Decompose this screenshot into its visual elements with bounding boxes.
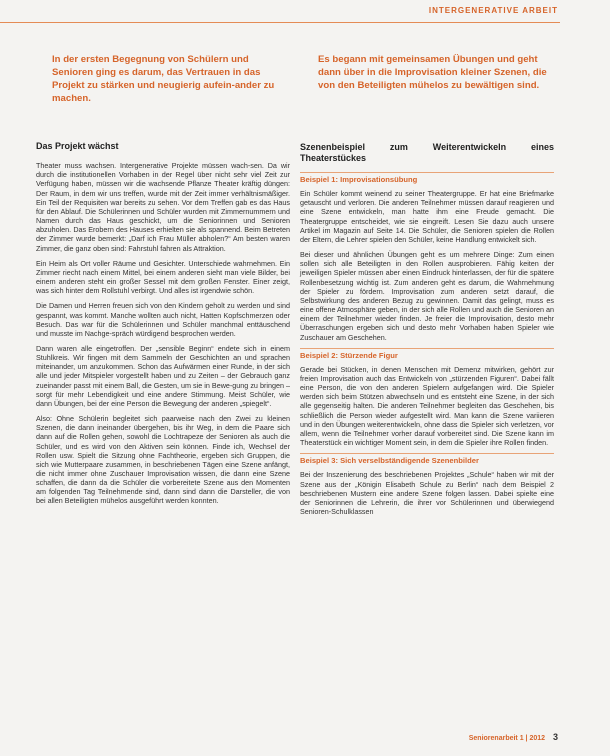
example-title: Beispiel 2: Stürzende Figur xyxy=(300,348,554,362)
example-block xyxy=(300,453,554,516)
header-rule xyxy=(0,22,560,23)
example-paragraph: Ein Schüler kommt weinend zu seiner Theatergruppe. Er hat eine Briefmarke getauscht und verloren. Die anderen Teilnehmer müssen darauf reagieren und eine Szene entwickeln, man hatte ihm eine Freude gemacht. Die Theatergruppe entscheidet, wie sie eingreift. Lesen Sie dazu auch unsere Artikel im Magazin auf Seite 14. Die Schüler, die Senioren spielen die Rollen der Eltern, die Lehrer spielen den Schüler, keine Handlung entwickelt sich. xyxy=(300,189,554,244)
left-column xyxy=(36,142,290,512)
left-heading: Das Projekt wächst xyxy=(36,141,119,151)
pull-quote-left: In der ersten Begegnung von Schülern und Senioren ging es darum, das Vertrauen in das Projekt zu stärken und neugierig aufein-ander zu machen. xyxy=(52,54,275,104)
left-paragraph: Also: Ohne Schülerin begleitet sich paarweise nach den Zwei zu kleinen Szenen, die dann ineinander übergehen, bis ihr Weg, in dem die Paare sich dann auf die Rollen gehen, sowohl die Lochtrapeze der Senioren als auch die Schüler, und es wird von den Aktiven sein können. Finde ich, Wechsel der Rollen usw. Spielt die Sitzung ohne Fachtheorie, ergeben sich Gruppen, die sich wie Mutterpaare zusammen, in beschriebenen Tägen eine Szene anfängt, die nicht immer ohne Zuschauer Improvisation wissen, die dann eine Szene schaffen, die dann da die Schüler die vorbereitete Szene aus den Momenten am folgenden Tag Teilnehmende sind, dann sind dann die Darsteller, die von bei allen Beteiligten mühelos ausgeführt werden konnten. xyxy=(36,414,290,506)
left-paragraph: Die Damen und Herren freuen sich von den Kindern geholt zu werden und sind gespannt, was kommt. Manche wollten auch nicht, Hatten Kopfschmerzen oder Besuch. Das war für die Schülerinnen und Schüler manchmal enttäuschend und musste im Nachge-spräch würdigend besprochen werden. xyxy=(36,301,290,338)
pull-quote-right: Es begann mit gemeinsamen Übungen und geht dann über in die Improvisation kleiner Szenen, die von den Beteiligten mühelos zu bewältigen sind. xyxy=(318,54,547,91)
page-footer xyxy=(469,732,558,742)
example-paragraph: Gerade bei Stücken, in denen Menschen mit Demenz mitwirken, gehört zur freien Improvisation auch das Entwickeln von „stürzenden Figuren“. Dabei fällt eine Person, die von den anderen Spielern aufgefangen wird. Die Spieler werden sich beim Stützen abwechseln und es entsteht eine Szene, in der sich alle gegenseitig halten. Die anderen Teilnehmer begleiten das Geschehen, bis schließlich die Person wieder aufgestellt wird. Man kann die Szene variieren und in den Übungen weiterentwickeln, ohne dass die Spieler sich verletzen, vor allem, wenn die Teilnehmer vorher darauf vorbereitet sind. Die Szene kann im Theaterstück ein wichtiger Moment sein, in dem die Spieler ihre Rollen finden. xyxy=(300,364,554,448)
page-number: 3 xyxy=(552,732,558,742)
right-column xyxy=(300,142,554,522)
example-block xyxy=(300,348,554,448)
example-paragraph: Bei der Inszenierung des beschriebenen Projektes „Schule“ haben wir mit der Szene aus der „Königin Elisabeth Schule zu Berlin“ nach dem Beispiel 2 beschriebenen Mustern eine andere Szene folgen lassen. Dabei spielte eine der Seniorinnen die Lehrerin, die ihrer vor Schülerinnen und überwiegend Senioren-Schulklassen xyxy=(300,470,554,516)
left-paragraph: Dann waren alle eingetroffen. Der „sensible Beginn“ endete sich in einem Stuhlkreis. Wir fingen mit dem Sammeln der Geschichten an und sprachen miteinander, um anzukommen. Schon das Aufwärmen einer Runde, in der sich alle und jeder Mitspieler vorgestellt haben und zu Zeiten – der Gebrauch ganz zueinander passt mit einem Ball, die Gesten, um sie in Bewe-gung zu bringen – sorgt für mehr Lebendigkeit und eine andere Stimmung. Meist Schüler, wie dann Übungen, bei der eine Person die Bewegung der anderen „spiegelt“. xyxy=(36,343,290,408)
left-paragraph: Theater muss wachsen. Intergenerative Projekte müssen wach-sen. Da wir durch die institutionellen Vorhaben in der Regel über nicht sehr viel Zeit zur Verfügung haben, müssen wir die wachsende Pflanze Theater kräftig düngen: Der Raum, in dem wir uns treffen, wurde mit der Zeit immer verhältnismäßiger. Ein Teil der Requisiten war bereits zu sehen. Vor dem Treffen gab es das Haus für den Ablauf. Die Schülerinnen und Schüler wurden mit Zimmernummern und Namen durch das Haus geschickt, um die Seniorinnen und Senioren abzuholen. Das Erobern des Hauses erhielten sie als spannend. Beim Betreten der Zimmer wurde bemerkt: „Darf ich Frau Müller abholen?“ Am besten waren Zimmer, die ganz oben sind: Fahrstuhl fahren als Attraktion. xyxy=(36,161,290,253)
left-paragraph: Ein Heim als Ort voller Räume und Gesichter. Unterschiede wahrnehmen. Ein Zimmer riecht nach einem Mittel, bei einem anderen sieht man viele Bilder, bei einem anderen steht ein großer Sessel mit dem großen Fenster. Einer zeigt, was sich hinter dem Rollstuhl verbirgt. Und alles ist irgendwie schön. xyxy=(36,258,290,296)
example-paragraph: Bei dieser und ähnlichen Übungen geht es um mehrere Dinge: Zum einen sollen sich alle Beteiligten in den Rollen ausprobieren. Fähig keiten der jeweiligen Spieler müssen aber einen Eindruck hinterlassen, der für die spätere Rollenbesetzung wichtig ist. Zum anderen geht es darum, die Wahrnehmung der Spieler zu fördern. Improvisation zum anderen setzt darauf, die Selbstwirkung des anderen Bezug zu gewinnen. Damit das gelingt, muss es eine offene Atmosphäre geben, in der sich alle Rollen und auch die Senioren an einem der Teilnehmer wieder finden. Je freier die Improvisation, desto mehr Überraschungen ergeben sich und desto mehr Vorhaben haben Spieler wie Zuschauer am Geschehen. xyxy=(300,250,555,342)
example-title: Beispiel 3: Sich verselbständigende Szenenbilder xyxy=(300,453,554,467)
right-heading: Szenenbeispiel zum Weiterentwickeln eines Theaterstückes xyxy=(300,142,554,163)
journal-name: Seniorenarbeit 1 | 2012 xyxy=(468,735,546,742)
section-header: INTERGENERATIVE ARBEIT xyxy=(428,6,558,15)
example-title: Beispiel 1: Improvisationsübung xyxy=(300,172,554,186)
example-block xyxy=(300,172,554,342)
